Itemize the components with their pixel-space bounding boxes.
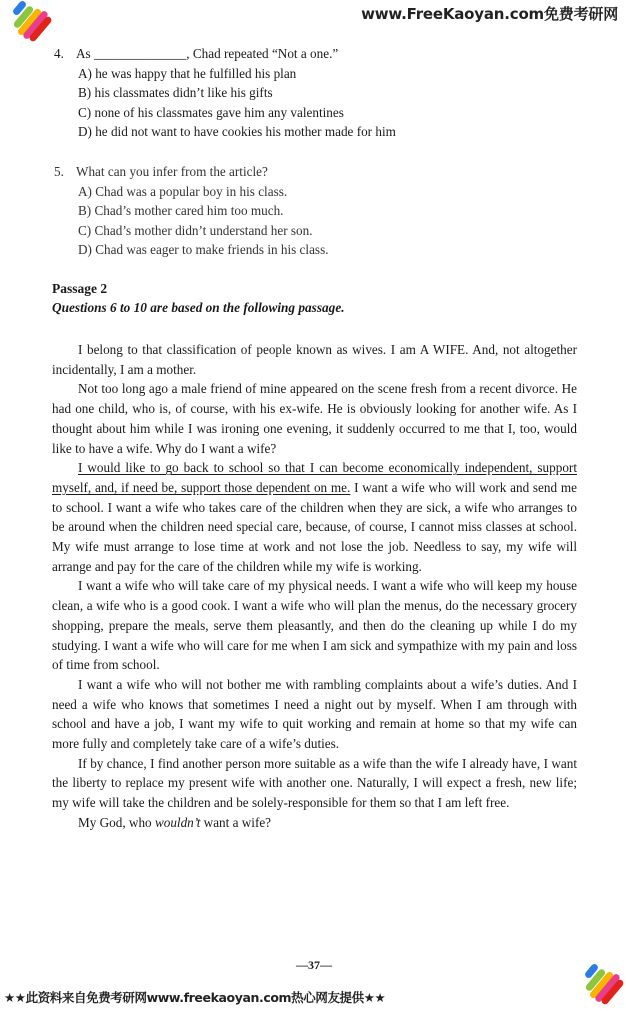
paragraph-7 bbox=[52, 813, 577, 833]
option-d: D) Chad was eager to make friends in his class. bbox=[78, 242, 329, 258]
paragraph-1: I belong to that classification of people known as wives. I am A WIFE. And, not altogether incidentally, I am a mother. bbox=[52, 342, 577, 377]
question-number: 4. bbox=[54, 46, 64, 61]
underlined-sentence: I would like to go back to school so that I can become economically independent, support myself, and, if need be, support those dependent on me. bbox=[52, 460, 577, 495]
question-number: 5. bbox=[54, 164, 64, 179]
option-a: A) Chad was a popular boy in his class. bbox=[78, 183, 288, 199]
paragraph-7-start: My God, who bbox=[78, 814, 155, 830]
paragraph-4: I want a wife who will take care of my physical needs. I want a wife who will keep my house clean, a wife who is a good cook. I want a wife who will plan the menus, do the necessary grocery shopping, prepare the meals, serve them pleasantly, and then do the cleaning up while I do my studying. I want a wife who will care for me when I am sick and sympathize with my pain and loss of time from school. bbox=[52, 578, 577, 673]
paragraph-3-rest: I want a wife who will work and send me to school. I want a wife who takes care of the children when they are sick, a wife who arranges to be around when the children need special care, because, of course, I cannot miss classes at school. My wife must arrange to lose time at work and not lose the job. Needless to say, my wife will arrange and pay for the care of the children while my wife is working. bbox=[52, 479, 577, 574]
paragraph-7-italic: wouldn’t bbox=[154, 814, 201, 830]
paragraph-5: I want a wife who will not bother me with rambling complaints about a wife’s duties. And I need a wife who knows that sometimes I need a night out by myself. When I am through with school and have a job, I want my wife to quit working and remain at home so that my wife can more fully and completely take care of a wife’s duties. bbox=[52, 676, 577, 752]
option-d: D) he did not want to have cookies his mother made for him bbox=[78, 124, 396, 140]
paragraph-7-end: want a wife? bbox=[200, 814, 272, 830]
passage-body bbox=[52, 340, 577, 833]
option-c: C) Chad’s mother didn’t understand her son. bbox=[78, 222, 313, 238]
paragraph-6: If by chance, I find another person more suitable as a wife than the wife I already have, I want the liberty to replace my present wife with another one. Naturally, I will expect a fresh, new life; my wife will take the children and be solely-responsible for them so that I am left free. bbox=[52, 755, 577, 811]
passage-instructions: Questions 6 to 10 are based on the following passage. bbox=[52, 300, 345, 315]
question-5 bbox=[54, 162, 329, 260]
paragraph-3 bbox=[52, 458, 577, 576]
option-b: B) his classmates didn’t like his gifts bbox=[78, 85, 273, 101]
footer-source-note: ★★此资料来自免费考研网www.freekaoyan.com热心网友提供★★ bbox=[4, 990, 386, 1005]
option-c: C) none of his classmates gave him any valentines bbox=[78, 104, 344, 120]
option-a: A) he was happy that he fulfilled his plan bbox=[78, 65, 297, 81]
question-stem: What can you infer from the article? bbox=[76, 164, 268, 179]
page-number: —37— bbox=[296, 958, 332, 972]
freekaoyan-logo-icon bbox=[576, 965, 620, 1009]
passage-title: Passage 2 bbox=[52, 281, 108, 296]
paragraph-2: Not too long ago a male friend of mine appeared on the scene fresh from a recent divorce. He had one child, who is, of course, with his ex-wife. He is obviously looking for another wife. As I thought about him while I was ironing one evening, it suddenly occurred to me that I, too, would like to have a wife. Why do I want a wife? bbox=[52, 381, 577, 456]
freekaoyan-logo-icon bbox=[4, 2, 48, 46]
question-stem: As ______________, Chad repeated “Not a one.” bbox=[76, 46, 339, 61]
option-b: B) Chad’s mother cared him too much. bbox=[78, 203, 284, 219]
question-4 bbox=[54, 44, 396, 142]
site-url-header: www.FreeKaoyan.com免费考研网 bbox=[361, 5, 618, 23]
